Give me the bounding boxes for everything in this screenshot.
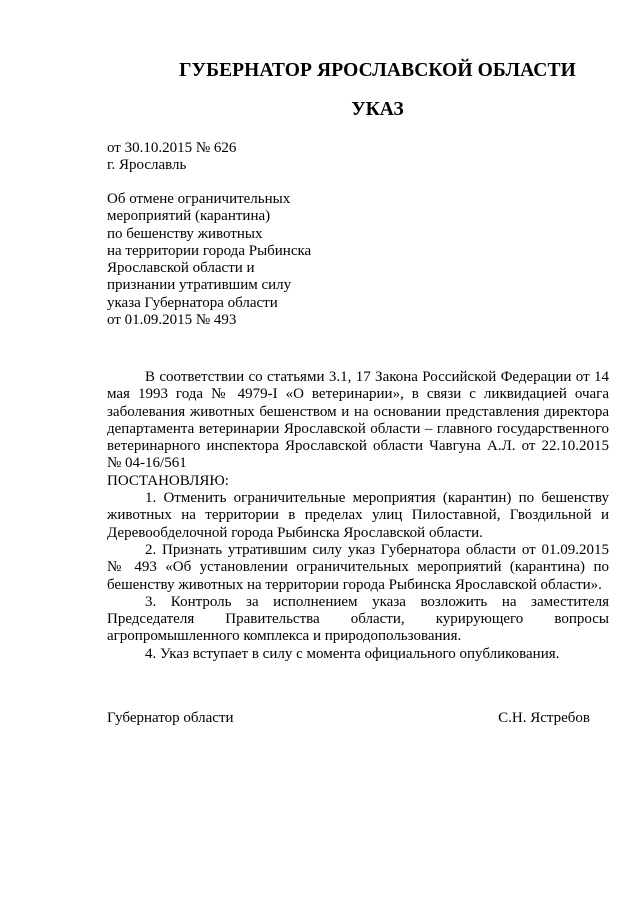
subject-line: от 01.09.2015 № 493 bbox=[107, 312, 237, 329]
document-subject bbox=[107, 191, 407, 329]
city: г. Ярославль bbox=[107, 157, 187, 174]
decree-item: 3. Контроль за исполнением указа возложить на заместителя Председателя Правительства области, курирующего вопросы агропромышленного комплекса и природопользования. bbox=[107, 593, 609, 645]
decree-item: 2. Признать утратившим силу указ Губернатора области от 01.09.2015 № 493 «Об установлении ограничительных мероприятий (карантина) по бешенству животных на территории города Рыбинска Ярославской области». bbox=[107, 541, 609, 593]
subject-line: по бешенству животных bbox=[107, 225, 263, 242]
signature-block bbox=[107, 710, 590, 727]
subject-line: на территории города Рыбинска bbox=[107, 242, 312, 259]
subject-line: указа Губернатора области bbox=[107, 294, 278, 311]
document-authority: ГУБЕРНАТОР ЯРОСЛАВСКОЙ ОБЛАСТИ bbox=[179, 60, 576, 81]
decree-item: 1. Отменить ограничительные мероприятия (карантин) по бешенству животных на территории в пределах улиц Пилоставной, Гвоздильной и Деревообделочной города Рыбинска Ярославской области. bbox=[107, 490, 609, 541]
document-type: УКАЗ bbox=[351, 99, 404, 120]
decree-word: ПОСТАНОВЛЯЮ: bbox=[107, 472, 229, 489]
document-body bbox=[107, 369, 609, 663]
signatory-name: С.Н. Ястребов bbox=[498, 710, 590, 726]
subject-line: Об отмене ограничительных bbox=[107, 191, 291, 207]
subject-line: признании утратившим силу bbox=[107, 277, 292, 294]
subject-line: Ярославской области и bbox=[107, 260, 255, 277]
decree-item: 4. Указ вступает в силу с момента официального опубликования. bbox=[145, 645, 560, 662]
preamble-paragraph: В соответствии со статьями 3.1, 17 Закона Российской Федерации от 14 мая 1993 года № 4979-I «О ветеринарии», в связи с ликвидацией очага заболевания животных бешенством и на основании представления директора департамента ветеринарии Ярославской области – главного государственного ветеринарного инспектора Ярославской области Чавгуна А.Л. от 22.10.2015 № 04-16/561 bbox=[107, 369, 609, 472]
date-number: от 30.10.2015 № 626 bbox=[107, 140, 237, 156]
signatory-position: Губернатор области bbox=[107, 710, 234, 726]
subject-line: мероприятий (карантина) bbox=[107, 208, 271, 225]
document-meta bbox=[107, 140, 407, 175]
